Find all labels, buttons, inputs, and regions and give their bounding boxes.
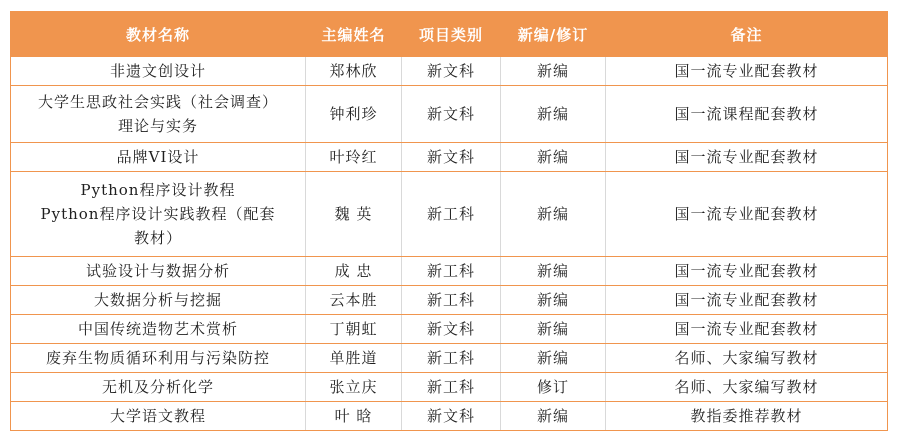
table-row xyxy=(11,143,888,172)
cell-note: 教指委推荐教材 xyxy=(606,402,888,431)
cell-title xyxy=(11,172,306,257)
header-title: 教材名称 xyxy=(11,12,306,57)
cell-category: 新文科 xyxy=(402,402,501,431)
title-line: 大学生思政社会实践（社会调查） xyxy=(37,93,278,111)
title-line: 大数据分析与挖掘 xyxy=(93,291,222,309)
cell-editor: 单胜道 xyxy=(306,344,402,373)
title-line: 教材） xyxy=(133,229,182,247)
cell-note: 国一流专业配套教材 xyxy=(606,315,888,344)
cell-title xyxy=(11,373,306,402)
cell-title xyxy=(11,143,306,172)
table-row xyxy=(11,373,888,402)
title-line: 非遗文创设计 xyxy=(109,62,206,80)
cell-category: 新文科 xyxy=(402,86,501,143)
cell-title xyxy=(11,315,306,344)
title-line: 无机及分析化学 xyxy=(101,378,214,396)
cell-title xyxy=(11,402,306,431)
title-line: Python程序设计实践教程（配套 xyxy=(40,205,276,223)
title-line: 中国传统造物艺术赏析 xyxy=(77,320,238,338)
title-line: 大学语文教程 xyxy=(109,407,206,425)
cell-note: 国一流专业配套教材 xyxy=(606,143,888,172)
cell-status: 新编 xyxy=(501,172,606,257)
cell-title xyxy=(11,57,306,86)
cell-editor: 云本胜 xyxy=(306,286,402,315)
title-line: 废弃生物质循环利用与污染防控 xyxy=(45,349,270,367)
cell-note: 国一流专业配套教材 xyxy=(606,286,888,315)
cell-status: 新编 xyxy=(501,402,606,431)
cell-editor: 钟利珍 xyxy=(306,86,402,143)
cell-editor: 叶 晗 xyxy=(306,402,402,431)
cell-status: 新编 xyxy=(501,57,606,86)
cell-category: 新工科 xyxy=(402,373,501,402)
cell-status: 新编 xyxy=(501,344,606,373)
cell-category: 新工科 xyxy=(402,257,501,286)
cell-category: 新工科 xyxy=(402,172,501,257)
table-row xyxy=(11,172,888,257)
cell-status: 新编 xyxy=(501,257,606,286)
cell-note: 名师、大家编写教材 xyxy=(606,373,888,402)
cell-title xyxy=(11,86,306,143)
cell-title xyxy=(11,257,306,286)
header-category: 项目类别 xyxy=(402,12,501,57)
cell-category: 新文科 xyxy=(402,57,501,86)
cell-status: 新编 xyxy=(501,143,606,172)
cell-editor: 丁朝虹 xyxy=(306,315,402,344)
cell-note: 国一流专业配套教材 xyxy=(606,257,888,286)
table-row xyxy=(11,402,888,431)
cell-title xyxy=(11,286,306,315)
cell-note: 国一流课程配套教材 xyxy=(606,86,888,143)
table-row xyxy=(11,86,888,143)
cell-status: 新编 xyxy=(501,315,606,344)
table-row xyxy=(11,286,888,315)
cell-status: 修订 xyxy=(501,373,606,402)
cell-category: 新工科 xyxy=(402,344,501,373)
cell-status: 新编 xyxy=(501,86,606,143)
header-note: 备注 xyxy=(606,12,888,57)
cell-editor: 郑林欣 xyxy=(306,57,402,86)
header-editor: 主编姓名 xyxy=(306,12,402,57)
table-row xyxy=(11,257,888,286)
cell-note: 名师、大家编写教材 xyxy=(606,344,888,373)
title-line: 理论与实务 xyxy=(117,117,198,135)
cell-editor: 叶玲红 xyxy=(306,143,402,172)
title-line: 试验设计与数据分析 xyxy=(85,262,230,280)
cell-category: 新文科 xyxy=(402,315,501,344)
cell-note: 国一流专业配套教材 xyxy=(606,172,888,257)
cell-category: 新文科 xyxy=(402,143,501,172)
cell-editor: 成 忠 xyxy=(306,257,402,286)
header-status: 新编/修订 xyxy=(501,12,606,57)
cell-category: 新工科 xyxy=(402,286,501,315)
table-row xyxy=(11,315,888,344)
cell-title xyxy=(11,344,306,373)
table-row xyxy=(11,344,888,373)
cell-editor: 张立庆 xyxy=(306,373,402,402)
cell-status: 新编 xyxy=(501,286,606,315)
cell-note: 国一流专业配套教材 xyxy=(606,57,888,86)
table-row xyxy=(11,57,888,86)
title-line: 品牌VI设计 xyxy=(116,148,200,166)
title-line: Python程序设计教程 xyxy=(80,181,236,199)
cell-editor: 魏 英 xyxy=(306,172,402,257)
textbook-table xyxy=(10,11,888,431)
header-row xyxy=(11,12,888,57)
